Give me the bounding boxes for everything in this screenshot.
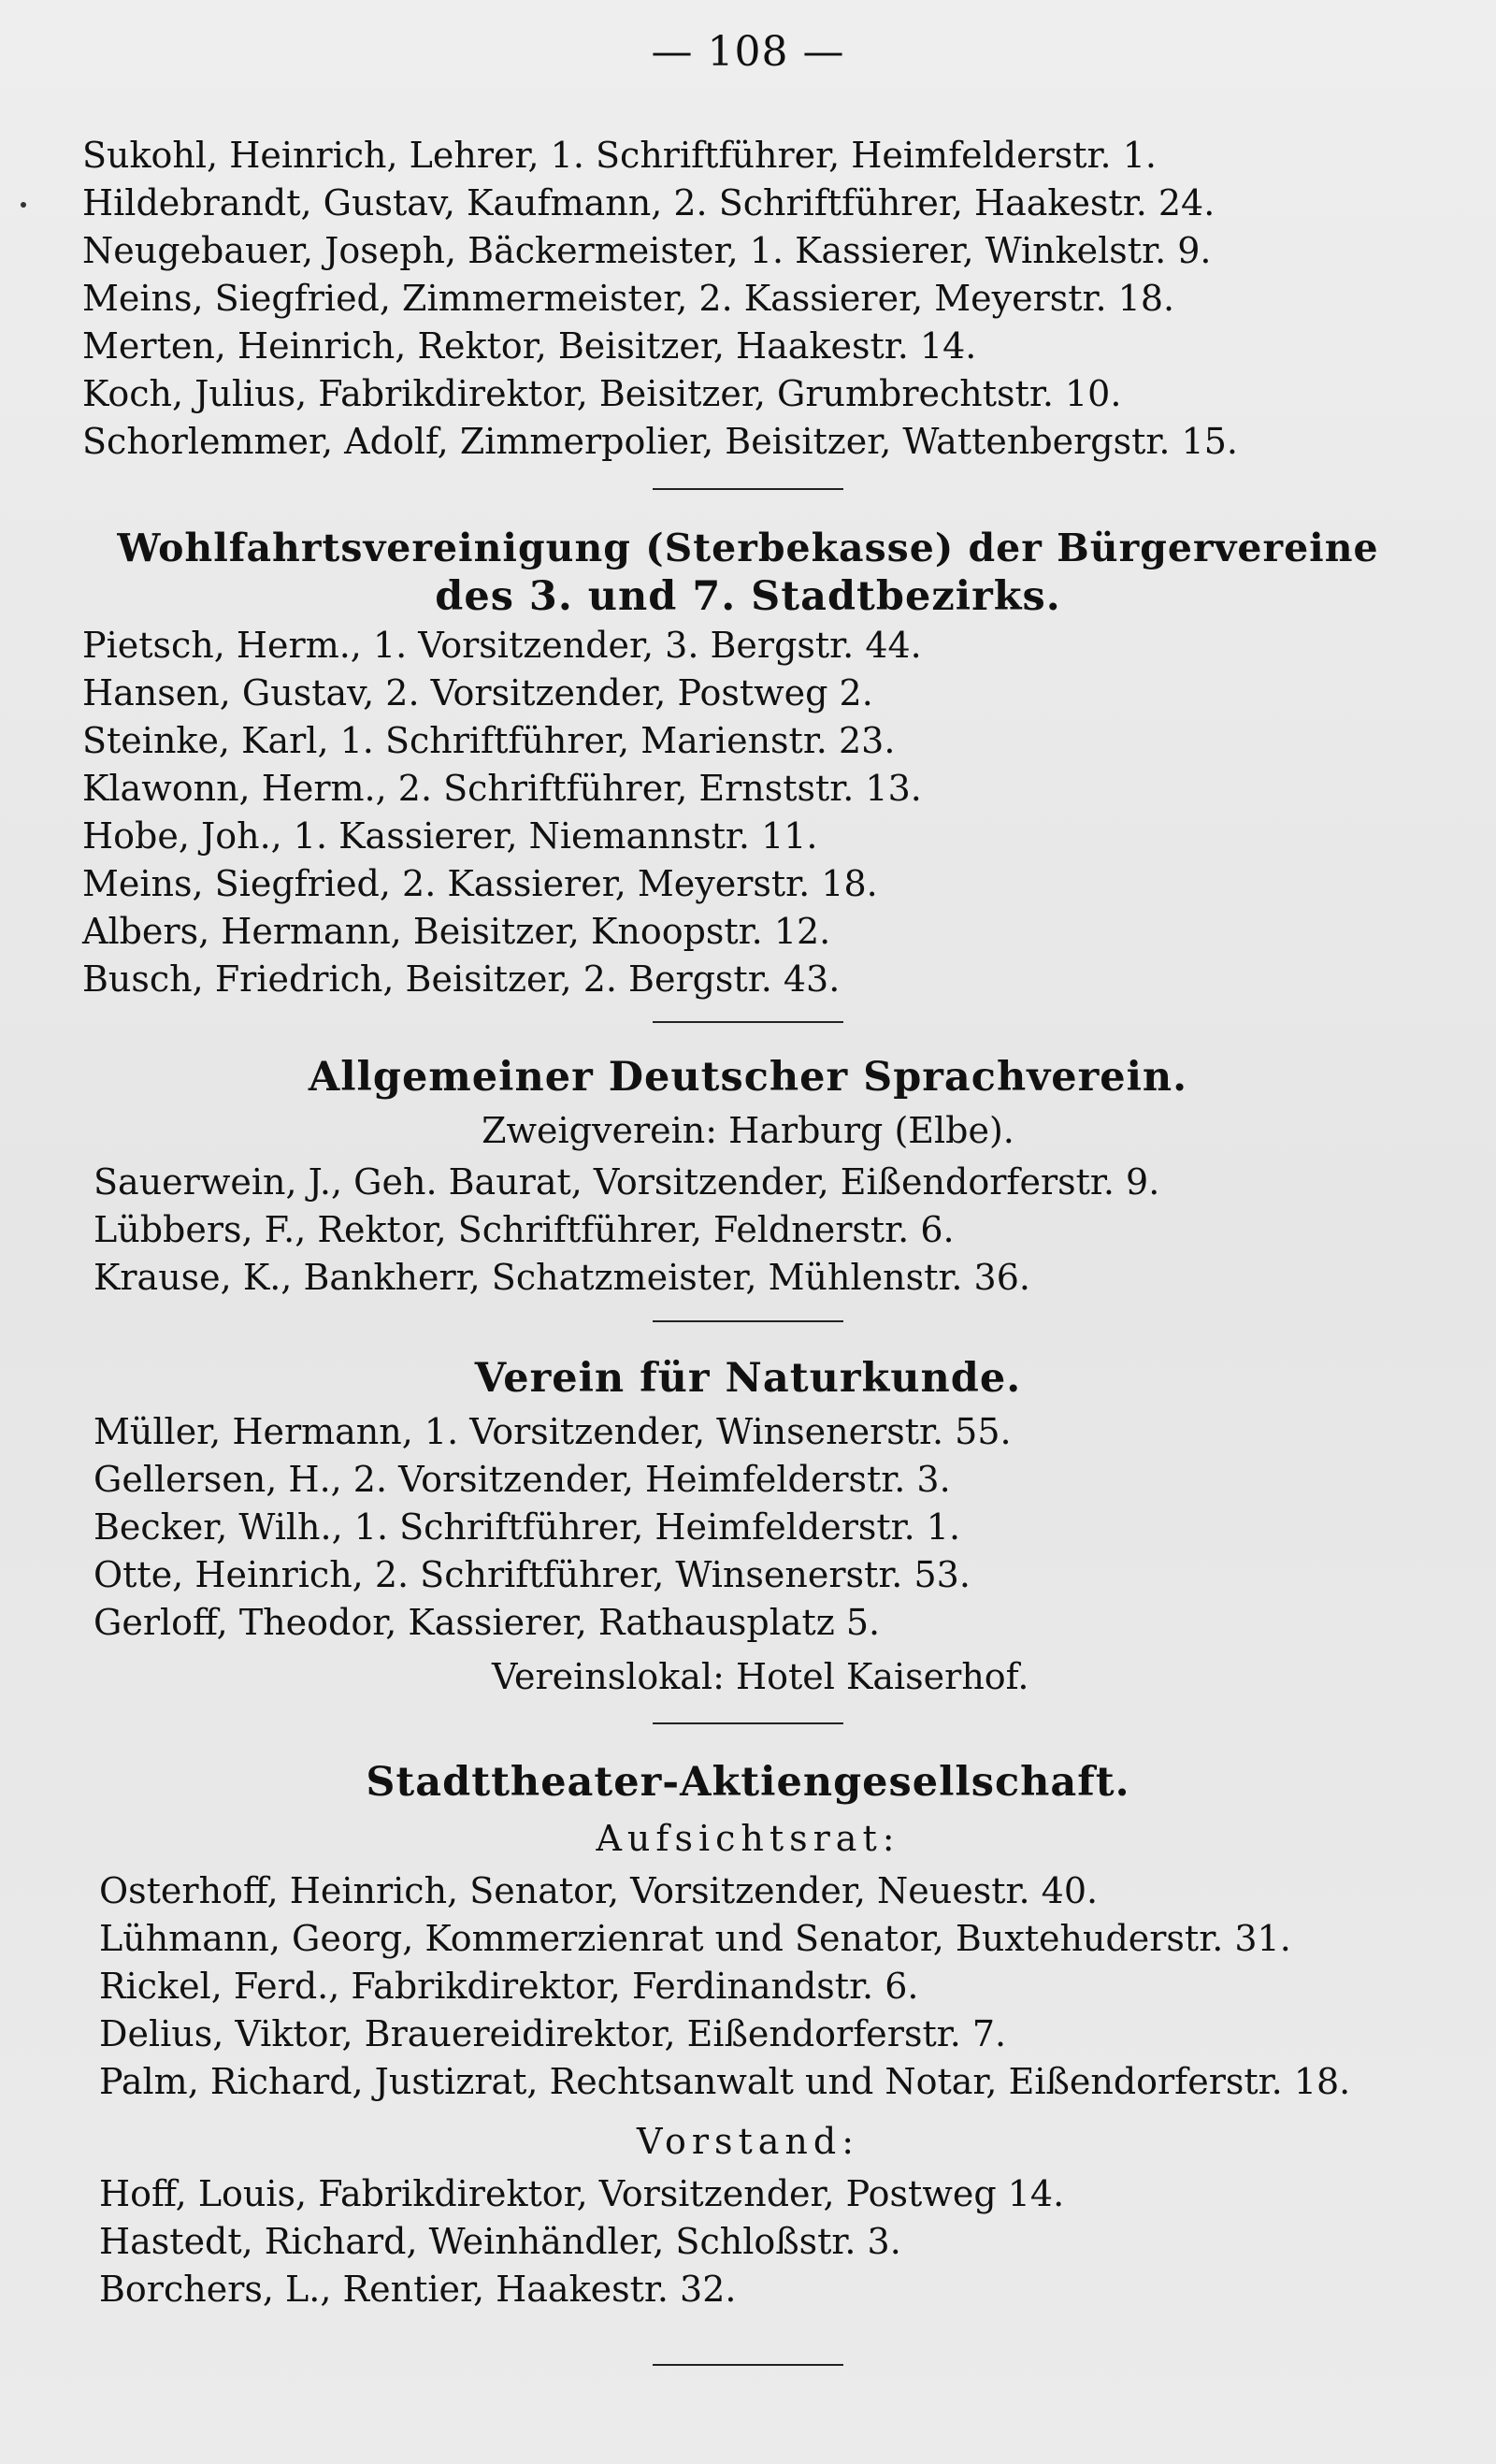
list-item: Hildebrandt, Gustav, Kaufmann, 2. Schriftführer, Haakestr. 24. xyxy=(82,182,1216,223)
section-divider xyxy=(653,488,843,490)
list-item: Albers, Hermann, Beisitzer, Knoopstr. 12. xyxy=(82,911,831,952)
list-item: Busch, Friedrich, Beisitzer, 2. Bergstr. 43. xyxy=(82,958,841,1000)
list-item: Palm, Richard, Justizrat, Rechtsanwalt und Notar, Eißendorferstr. 18. xyxy=(99,2061,1351,2102)
list-item: Pietsch, Herm., 1. Vorsitzender, 3. Bergstr. 44. xyxy=(82,625,922,666)
list-item: Becker, Wilh., 1. Schriftführer, Heimfelderstr. 1. xyxy=(94,1506,961,1548)
board-label: Aufsichtsrat: xyxy=(596,1818,900,1859)
list-item: Steinke, Karl, 1. Schriftführer, Marienstr. 23. xyxy=(82,720,896,761)
section-divider xyxy=(653,1722,843,1724)
section-title-continued: des 3. und 7. Stadtbezirks. xyxy=(435,573,1061,620)
list-item: Meins, Siegfried, 2. Kassierer, Meyerstr. 18. xyxy=(82,863,878,904)
list-item: Delius, Viktor, Brauereidirektor, Eißendorferstr. 7. xyxy=(99,2013,1007,2054)
list-item: Lübbers, F., Rektor, Schriftführer, Feldnerstr. 6. xyxy=(94,1209,955,1250)
executive-label: Vorstand: xyxy=(636,2121,860,2162)
list-item: Schorlemmer, Adolf, Zimmerpolier, Beisitzer, Wattenbergstr. 15. xyxy=(82,421,1238,462)
list-item: Gerloff, Theodor, Kassierer, Rathausplatz 5. xyxy=(94,1602,881,1643)
section-divider xyxy=(653,1320,843,1322)
list-item: Hansen, Gustav, 2. Vorsitzender, Postweg 2. xyxy=(82,672,873,713)
section-title: Verein für Naturkunde. xyxy=(474,1355,1022,1402)
venue-note: Vereinslokal: Hotel Kaiserhof. xyxy=(492,1656,1029,1697)
section-title: Wohlfahrtsvereinigung (Sterbekasse) der Bürgervereine xyxy=(117,526,1379,570)
list-item: Borchers, L., Rentier, Haakestr. 32. xyxy=(99,2269,737,2310)
list-item: Neugebauer, Joseph, Bäckermeister, 1. Kassierer, Winkelstr. 9. xyxy=(82,230,1212,271)
list-item: Hoff, Louis, Fabrikdirektor, Vorsitzender, Postweg 14. xyxy=(99,2173,1065,2214)
section-title: Stadttheater-Aktiengesellschaft. xyxy=(366,1759,1130,1806)
list-item: Rickel, Ferd., Fabrikdirektor, Ferdinandstr. 6. xyxy=(99,1966,919,2007)
list-item: Klawonn, Herm., 2. Schriftführer, Ernststr. 13. xyxy=(82,768,922,809)
list-item: Sauerwein, J., Geh. Baurat, Vorsitzender, Eißendorferstr. 9. xyxy=(94,1161,1160,1203)
page-number: — 108 — xyxy=(651,28,845,76)
section-subtitle: Zweigverein: Harburg (Elbe). xyxy=(482,1110,1014,1151)
list-item: Müller, Hermann, 1. Vorsitzender, Winsenerstr. 55. xyxy=(94,1411,1012,1452)
section-title: Allgemeiner Deutscher Sprachverein. xyxy=(308,1054,1188,1101)
list-item: Otte, Heinrich, 2. Schriftführer, Winsenerstr. 53. xyxy=(94,1554,971,1595)
list-item: Hastedt, Richard, Weinhändler, Schloßstr. 3. xyxy=(99,2221,901,2262)
print-speck xyxy=(21,202,26,208)
list-item: Meins, Siegfried, Zimmermeister, 2. Kassierer, Meyerstr. 18. xyxy=(82,278,1175,319)
list-item: Sukohl, Heinrich, Lehrer, 1. Schriftführer, Heimfelderstr. 1. xyxy=(82,135,1157,176)
list-item: Osterhoff, Heinrich, Senator, Vorsitzender, Neuestr. 40. xyxy=(99,1870,1099,1911)
list-item: Krause, K., Bankherr, Schatzmeister, Mühlenstr. 36. xyxy=(94,1257,1030,1298)
list-item: Merten, Heinrich, Rektor, Beisitzer, Haakestr. 14. xyxy=(82,325,977,367)
section-divider xyxy=(653,2364,843,2366)
list-item: Hobe, Joh., 1. Kassierer, Niemannstr. 11. xyxy=(82,815,818,857)
list-item: Gellersen, H., 2. Vorsitzender, Heimfelderstr. 3. xyxy=(94,1459,951,1500)
section-divider xyxy=(653,1021,843,1023)
list-item: Lühmann, Georg, Kommerzienrat und Senator, Buxtehuderstr. 31. xyxy=(99,1918,1291,1959)
list-item: Koch, Julius, Fabrikdirektor, Beisitzer, Grumbrechtstr. 10. xyxy=(82,373,1122,414)
